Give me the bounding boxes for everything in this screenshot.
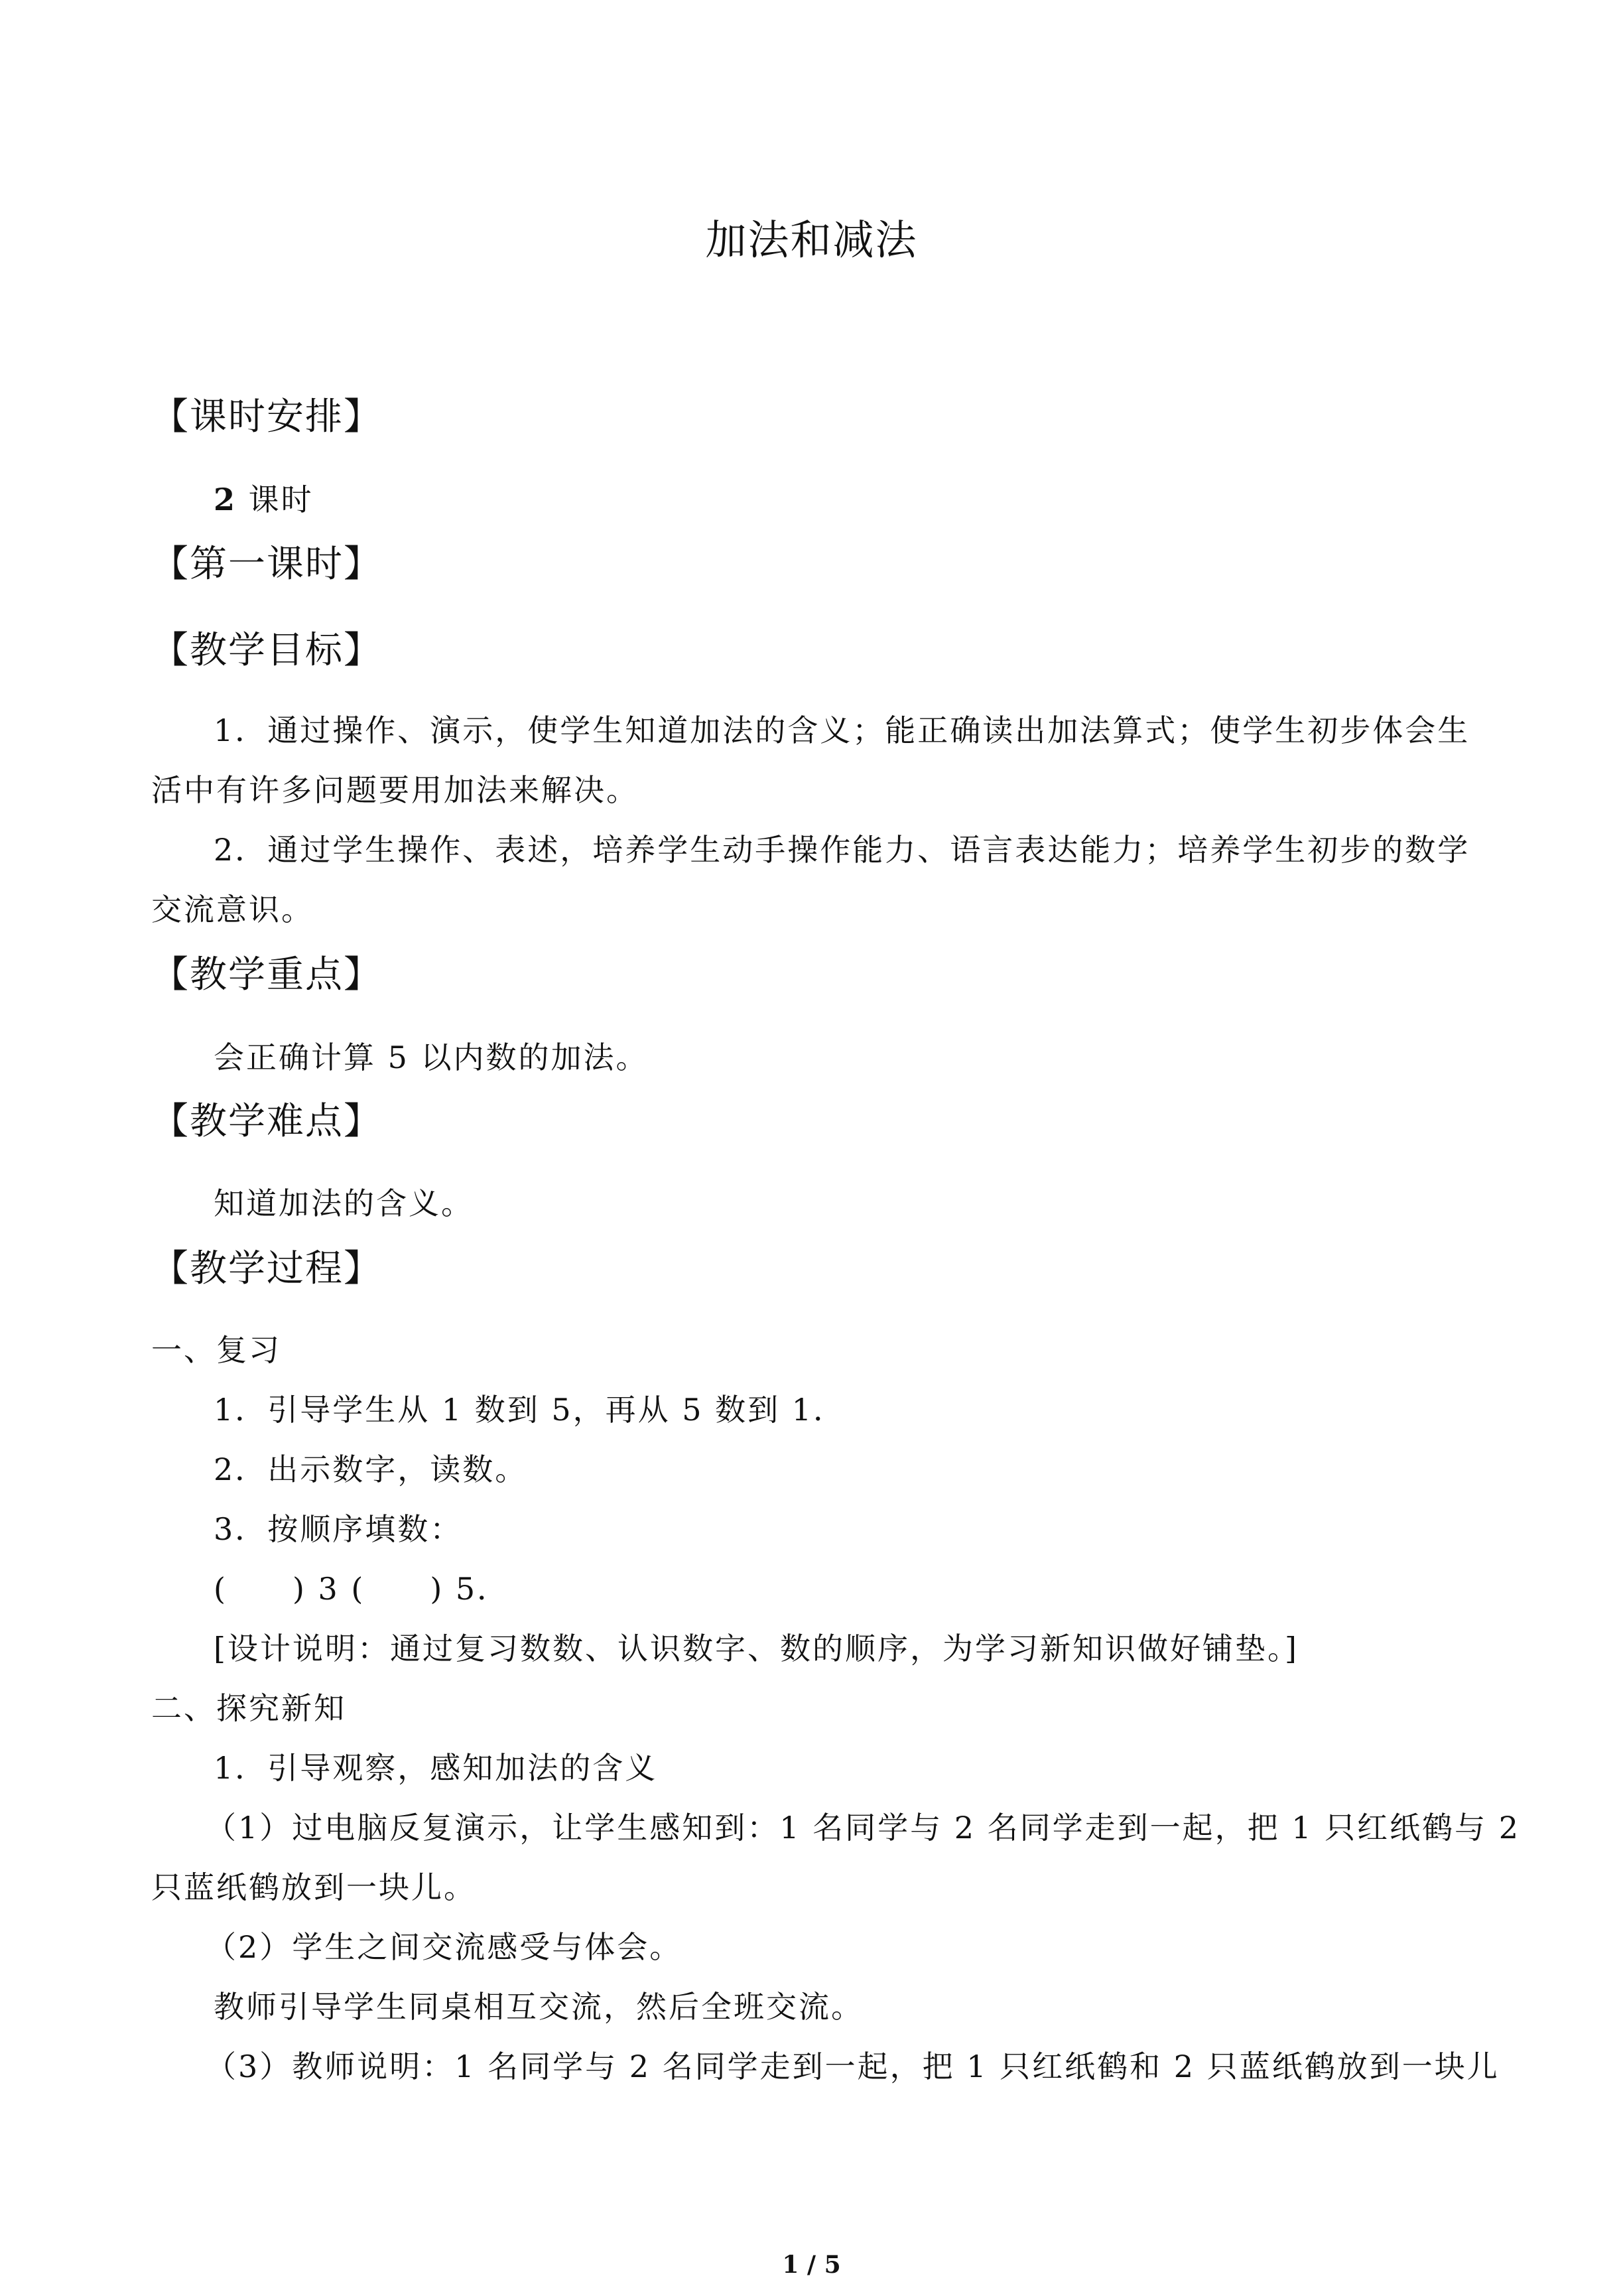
process-part-1-item-3: 3．按顺序填数： (214, 1511, 463, 1547)
schedule-text (214, 476, 314, 519)
process-part-2-sub-2-detail: 教师引导学生同桌相互交流，然后全班交流。 (214, 1989, 864, 2025)
page-number: 1 / 5 (782, 2251, 841, 2279)
heading-key-points: 【教学重点】 (151, 953, 382, 996)
key-points-text: 会正确计算 5 以内数的加法。 (214, 1040, 649, 1075)
process-part-1-design-note: [设计说明：通过复习数数、认识数字、数的顺序，为学习新知识做好铺垫。] (214, 1631, 1299, 1666)
process-part-2-sub-3: （3）教师说明：1 名同学与 2 名同学走到一起，把 1 只红纸鹤和 2 只蓝纸鹤放到一块儿 (206, 2049, 1500, 2084)
schedule-count: 2 (214, 482, 237, 517)
process-part-2-sub-2: （2）学生之间交流感受与体会。 (206, 1929, 682, 1965)
process-part-1-item-1: 1．引导学生从 1 数到 5，再从 5 数到 1． (214, 1392, 846, 1428)
difficulties-text: 知道加法的含义。 (214, 1185, 474, 1221)
heading-process: 【教学过程】 (151, 1247, 382, 1290)
heading-objectives: 【教学目标】 (151, 629, 382, 672)
process-part-1-item-2: 2．出示数字，读数。 (214, 1452, 528, 1487)
heading-schedule: 【课时安排】 (151, 395, 382, 439)
objective-2-line-1: 2．通过学生操作、表述，培养学生动手操作能力、语言表达能力；培养学生初步的数学 (214, 832, 1470, 868)
process-part-2-sub-1-line-1: （1）过电脑反复演示，让学生感知到：1 名同学与 2 名同学走到一起，把 1 只红纸鹤与 2 (206, 1810, 1521, 1846)
process-part-1-fill-blank: ( ) 3 ( ) 5． (214, 1571, 510, 1607)
objective-2-line-2: 交流意识。 (151, 892, 314, 927)
process-part-1-title: 一、复习 (151, 1332, 281, 1368)
schedule-unit: 课时 (248, 482, 314, 517)
objective-1-line-2: 活中有许多问题要用加法来解决。 (151, 772, 639, 808)
process-part-2-item-1: 1．引导观察，感知加法的含义 (214, 1750, 658, 1786)
page-title: 加法和减法 (705, 216, 918, 264)
process-part-2-title: 二、探究新知 (151, 1690, 346, 1726)
objective-1-line-1: 1．通过操作、演示，使学生知道加法的含义；能正确读出加法算式；使学生初步体会生 (214, 712, 1470, 748)
heading-first-lesson: 【第一课时】 (151, 543, 382, 586)
process-part-2-sub-1-line-2: 只蓝纸鹤放到一块儿。 (151, 1869, 476, 1905)
heading-difficulties: 【教学难点】 (151, 1100, 382, 1143)
